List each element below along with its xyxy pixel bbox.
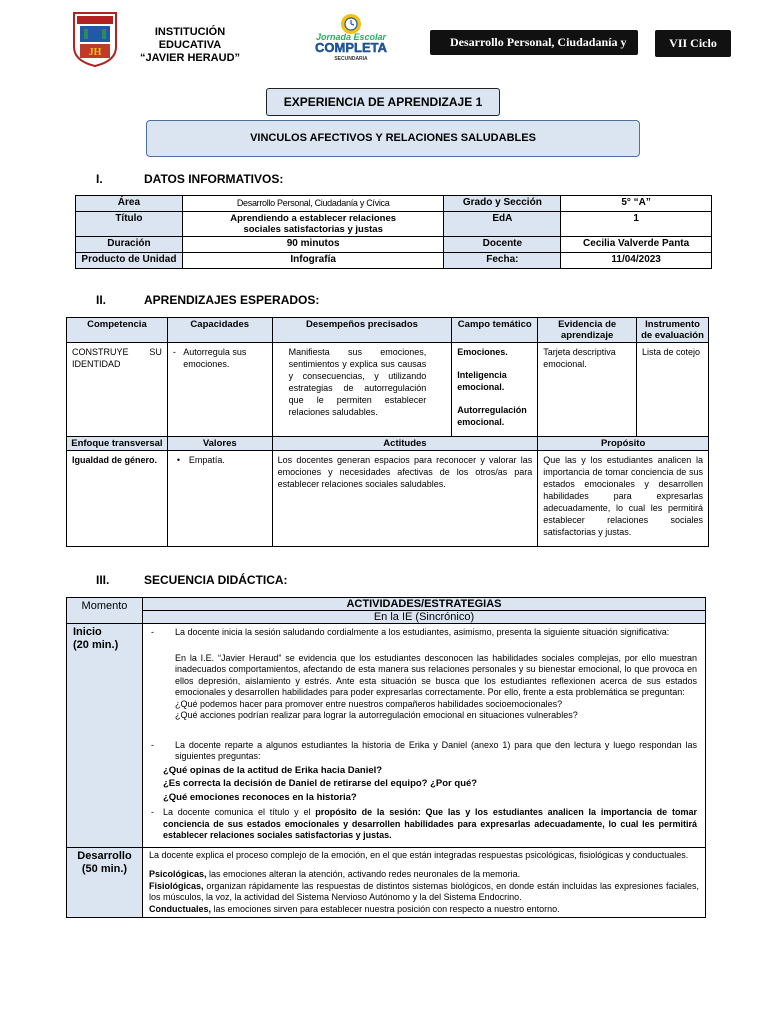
instrumento-cell: Lista de cotejo xyxy=(637,343,709,437)
fisiologicas-text: organizan rápidamente las respuestas de distintos sistemas biológicos, en donde están incluidas las expresiones faciales, los músculos, la voz, la actividad del Sistema Nervioso Autónomo y la del Sistema Endocrino. xyxy=(148,880,699,902)
section-1-heading xyxy=(96,172,396,186)
datos-informativos-table xyxy=(75,195,712,269)
aprendizajes-table xyxy=(66,317,709,547)
desarrollo-psicologicas xyxy=(149,869,699,881)
proposito-intro: La docente comunica el título y el xyxy=(162,807,316,817)
school-shield-logo xyxy=(72,11,118,67)
inicio-paragraph-1: La docente inicia la sesión saludando cordialmente a los estudiantes, asimismo, presenta la siguiente situación significativa: xyxy=(174,627,670,637)
table-header-row xyxy=(67,598,706,611)
fecha-value: 11/04/2023 xyxy=(561,253,712,269)
school-name-line2: “JAVIER HERAUD” xyxy=(139,52,241,64)
section-1-number: I. xyxy=(96,172,103,186)
enfoque-header: Enfoque transversal xyxy=(67,437,168,451)
jornada-escolar-completa-logo xyxy=(302,10,400,62)
desarrollo-paragraph-1: La docente explica el proceso complejo de la emoción, en el que están integradas respuestas psicológicas, fisiológicas y conductuales. xyxy=(148,849,689,860)
jec-logo-line2: COMPLETA xyxy=(315,40,387,55)
titulo-label: Título xyxy=(76,212,183,237)
valor-text: Empatía. xyxy=(188,455,225,465)
psicologicas-label: Psicológicas, xyxy=(148,869,207,879)
section-2-title: APRENDIZAJES ESPERADOS: xyxy=(144,293,320,307)
competencia-cell: CONSTRUYE SU IDENTIDAD xyxy=(67,343,168,437)
table-row xyxy=(76,237,712,253)
inicio-question-2: ¿Qué acciones podrían realizar para lograr la autorregulación emocional en situaciones vulnerables? xyxy=(174,710,578,720)
desarrollo-label: Desarrollo xyxy=(77,849,132,862)
evidencia-cell: Tarjeta descriptiva emocional. xyxy=(538,343,637,437)
desempenos-header: Desempeños precisados xyxy=(272,318,452,343)
area-label: Área xyxy=(76,196,183,212)
inicio-activities: - La docente inicia la sesión saludando cordialmente a los estudiantes, asimismo, presenta la siguiente situación significativa: En la I.E. “Javier Heraud” se evidencia que los estudiantes desconocen las habilidades sociales complejas, por ello muestran inadecuados comportamientos, afectando de esta manera sus relaciones personales y su bienestar emocional, lo que provoca en ellos depresión, aislamiento y estrés. Ante esta situación se busca que los estudiantes reflexionen acerca de sus estados emocionales y desarrollen habilidades para poder expresarlas correctamente. Por ello, frente a esta problemática se preguntan: ¿Qué podemos hacer para promover entre nuestros compañeros habilidades socioemocionales? ¿Qué acciones podrían realizar para lograr la autorregulación emocional en situaciones vulnerables? - La docente reparte a algunos estudiantes la historia de Erika y Daniel (anexo 1) para que den lectura y luego respondan las siguientes preguntas: ¿Qué opinas de la actitud de Erika hacia Daniel? ¿Es correcta la decisión de Daniel de retirarse del equipo? ¿Por qué? ¿Qué emociones reconoces en la historia? - La docente comunica el título y el propósito de la sesión: Que las y los estudiantes analicen la importancia de tomar conciencia de sus estados emocionales y desarrollen habilidades para expresarlas adecuadamente, lo cual les permitirá establecer relaciones sociales satisfactorias y justas. xyxy=(142,624,705,848)
desarrollo-fisiologicas xyxy=(149,881,699,904)
shield-initials: JH xyxy=(88,47,102,58)
section-3-title: SECUENCIA DIDÁCTICA: xyxy=(144,573,288,587)
inicio-time: (20 min.) xyxy=(73,639,119,651)
modalidad-header: En la IE (Sincrónico) xyxy=(142,611,705,624)
evidencia-header: Evidencia de aprendizaje xyxy=(538,318,637,343)
pregunta-3: ¿Qué emociones reconoces en la historia? xyxy=(162,791,357,803)
desarrollo-time: (50 min.) xyxy=(81,862,128,875)
section-2-number: II. xyxy=(96,293,107,307)
grado-value: 5° “A” xyxy=(561,196,712,212)
campo-emociones: Emociones. xyxy=(457,347,508,357)
titulo-value: Aprendiendo a establecer relaciones sociales satisfactorias y justas xyxy=(182,212,444,237)
table-row xyxy=(67,343,709,437)
enfoque-cell: Igualdad de género. xyxy=(67,451,168,547)
docente-label: Docente xyxy=(444,237,561,253)
competencia-header: Competencia xyxy=(67,318,168,343)
secuencia-table xyxy=(66,597,706,918)
desarrollo-activities xyxy=(142,847,705,918)
capacidades-header: Capacidades xyxy=(167,318,272,343)
eda-label: EdA xyxy=(444,212,561,237)
inicio-question-1: ¿Qué podemos hacer para promover entre nuestros compañeros habilidades socioemocionales? xyxy=(174,698,563,709)
producto-label: Producto de Unidad xyxy=(76,253,183,269)
inicio-paragraph-2: En la I.E. “Javier Heraud” se evidencia que los estudiantes desconocen las habilidades sociales complejas, por ello muestran inadecuados comportamientos, afectando de esta manera sus relaciones personales y su bienestar emocional, lo que provoca en ellos depresión, aislamiento y estrés. Ante esta situación se busca que los estudiantes reflexionen acerca de sus estados emocionales y desarrollen habilidades para poder expresarlas correctamente. Por ello, frente a esta problemática se preguntan: xyxy=(174,652,697,697)
desarrollo-cell xyxy=(67,847,143,918)
jec-logo-line1: Jornada Escolar xyxy=(315,32,387,42)
capacidad-text: Autorregula sus emociones. xyxy=(183,347,247,369)
docente-value: Cecilia Valverde Panta xyxy=(561,237,712,253)
inicio-cell xyxy=(67,624,143,848)
producto-value: Infografía xyxy=(182,253,444,269)
area-banner: Desarrollo Personal, Ciudadanía y xyxy=(430,30,638,55)
actividades-header: ACTIVIDADES/ESTRATEGIAS xyxy=(142,598,705,611)
area-value: Desarrollo Personal, Ciudadanía y Cívica xyxy=(182,196,444,212)
section-2-heading xyxy=(96,293,396,307)
inicio-paragraph-4 xyxy=(163,807,697,842)
duracion-value: 90 minutos xyxy=(182,237,444,253)
campo-inteligencia: Inteligencia emocional. xyxy=(457,370,507,392)
grado-label: Grado y Sección xyxy=(444,196,561,212)
table-row xyxy=(76,196,712,212)
school-name xyxy=(126,26,254,65)
proposito-label: propósito de la sesión xyxy=(315,807,418,817)
section-3-number: III. xyxy=(96,573,110,587)
valores-header: Valores xyxy=(167,437,272,451)
table-header-row xyxy=(67,437,709,451)
proposito-text: : Que las y los estudiantes analicen la importancia de tomar conciencia de sus estados emocionales y desarrollen habilidades para expresarlas adecuadamente, lo cual les permitirá establecer relaciones sociales satisfactorias y justas. xyxy=(162,807,697,840)
instrumento-header: Instrumento de evaluación xyxy=(637,318,709,343)
campo-header: Campo temático xyxy=(452,318,538,343)
session-subtitle: VINCULOS AFECTIVOS Y RELACIONES SALUDABLES xyxy=(146,120,640,157)
proposito-header: Propósito xyxy=(538,437,709,451)
actitudes-cell: Los docentes generan espacios para reconocer y valorar las emociones y necesidades afectivas de los otros/as para establecer relaciones sociales saludables. xyxy=(272,451,538,547)
desarrollo-conductuales xyxy=(149,904,699,916)
pregunta-2: ¿Es correcta la decisión de Daniel de retirarse del equipo? ¿Por qué? xyxy=(162,778,478,789)
section-1-title: DATOS INFORMATIVOS: xyxy=(144,172,284,186)
experiencia-title: EXPERIENCIA DE APRENDIZAJE 1 xyxy=(266,88,500,116)
table-row xyxy=(67,451,709,547)
proposito-cell: Que las y los estudiantes analicen la importancia de tomar conciencia de sus estados emocionales y desarrollen habilidades para expresarlas adecuadamente, lo cual les permitirá establecer relaciones sociales satisfactorias y justas. xyxy=(538,451,709,547)
fisiologicas-label: Fisiológicas, xyxy=(148,880,204,891)
desempeno-cell: Manifiesta sus emociones, sentimientos y explica sus causas y consecuencias, y utilizando estrategias de autorregulación que le permiten establecer relaciones saludables. xyxy=(272,343,452,437)
jec-logo-line3: SECUNDARIA xyxy=(334,56,368,62)
table-row xyxy=(67,624,706,848)
section-3-heading xyxy=(96,573,396,587)
actitudes-header: Actitudes xyxy=(272,437,538,451)
conductuales-label: Conductuales, xyxy=(148,903,211,914)
table-row xyxy=(67,847,706,918)
capacidad-cell: - Autorregula sus emociones. xyxy=(167,343,272,437)
fecha-label: Fecha: xyxy=(444,253,561,269)
valores-cell: • Empatía. xyxy=(167,451,272,547)
pregunta-1: ¿Qué opinas de la actitud de Erika hacia Daniel? xyxy=(162,764,383,776)
table-row xyxy=(76,212,712,237)
duracion-label: Duración xyxy=(76,237,183,253)
ciclo-banner: VII Ciclo xyxy=(655,30,731,57)
table-header-row xyxy=(67,611,706,624)
table-header-row xyxy=(67,318,709,343)
psicologicas-text: las emociones alteran la atención, activando redes neuronales de la memoria. xyxy=(206,869,521,879)
inicio-paragraph-3: La docente reparte a algunos estudiantes la historia de Erika y Daniel (anexo 1) para que den lectura y luego respondan las siguientes preguntas: xyxy=(174,739,697,761)
conductuales-text: las emociones sirven para establecer nuestra posición con respecto a nuestro entorno. xyxy=(210,903,560,914)
campo-autorregulacion: Autorregulación emocional. xyxy=(457,405,527,427)
table-row xyxy=(76,253,712,269)
campo-cell xyxy=(452,343,538,437)
inicio-label: Inicio xyxy=(73,626,102,638)
eda-value: 1 xyxy=(561,212,712,237)
school-name-line1: INSTITUCIÓN EDUCATIVA xyxy=(154,26,226,51)
momento-header: Momento xyxy=(67,598,143,624)
